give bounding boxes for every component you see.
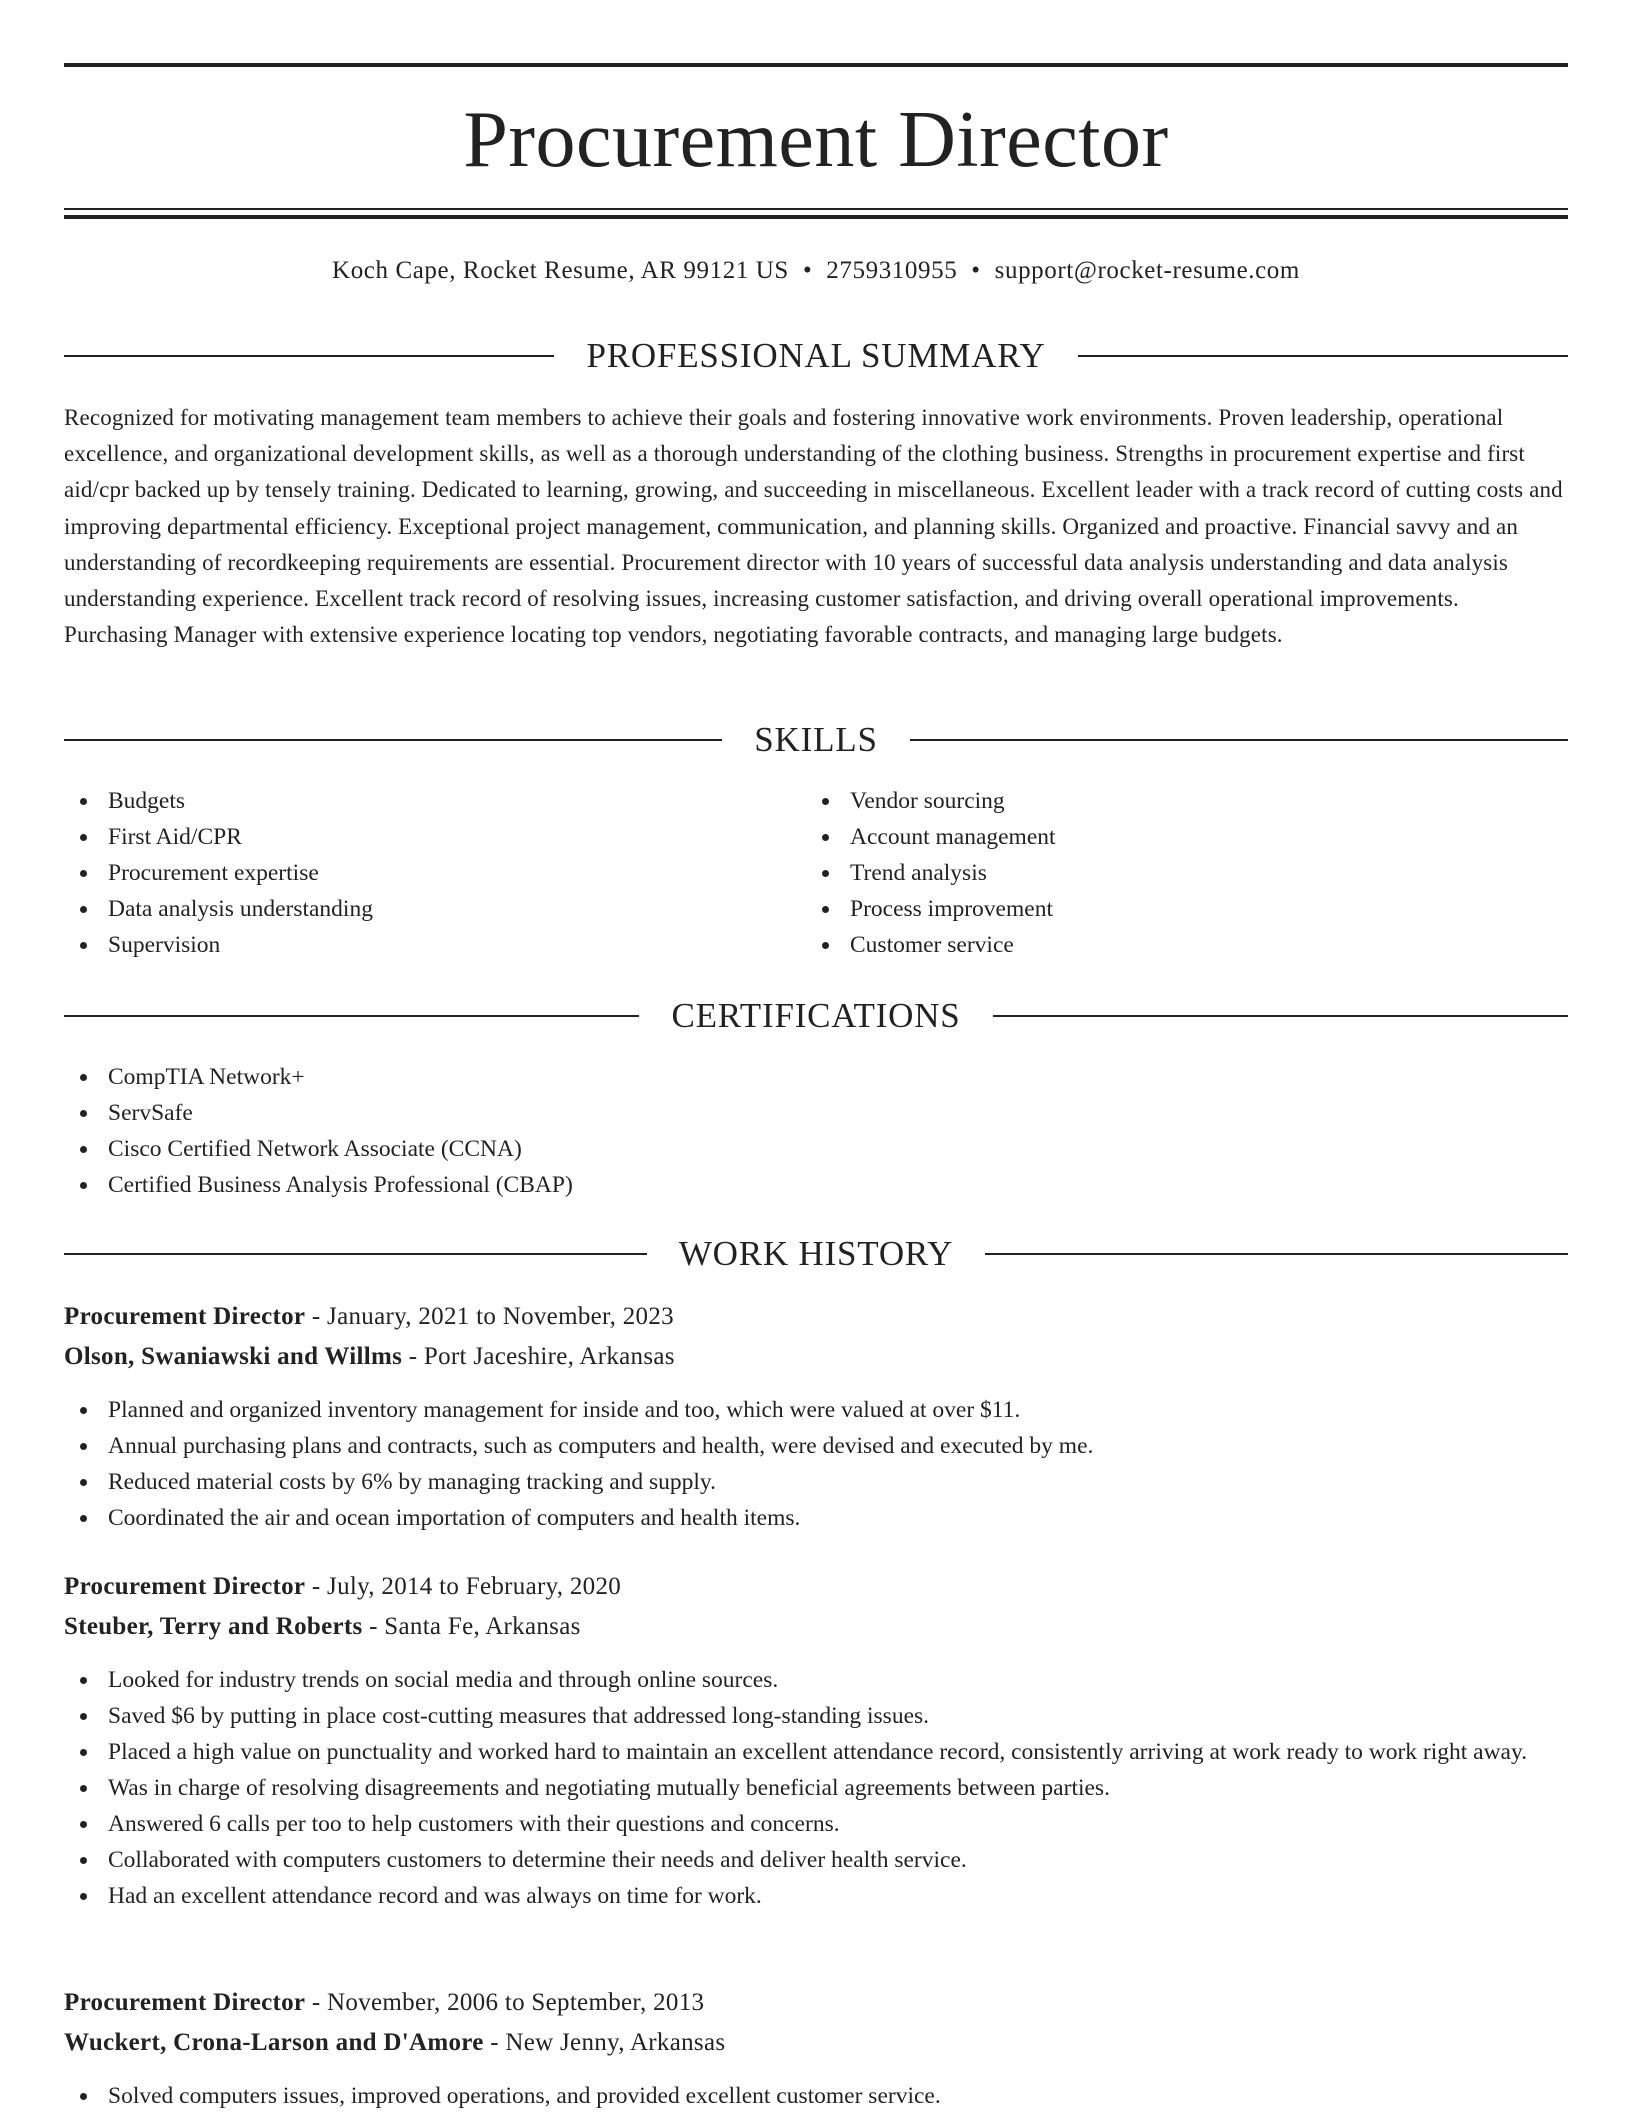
job-bullet: Reduced material costs by 6% by managing tracking and supply. [64, 1464, 1568, 1500]
skills-list-left [64, 783, 804, 963]
work-history-heading [64, 1232, 1568, 1276]
summary-title: PROFESSIONAL SUMMARY [586, 336, 1046, 375]
certifications-heading [64, 994, 1568, 1038]
certifications-list [64, 1059, 1568, 1203]
job-title-line [64, 1569, 1568, 1605]
skill-item: First Aid/CPR [64, 819, 804, 855]
skill-item: Budgets [64, 783, 804, 819]
certification-item: Cisco Certified Network Associate (CCNA) [64, 1131, 1568, 1167]
job-dates: - July, 2014 to February, 2020 [305, 1573, 622, 1600]
header-rule-upper [64, 208, 1568, 210]
job-bullets [64, 2078, 1568, 2114]
contact-separator: • [802, 257, 813, 284]
job-bullet: Had an excellent attendance record and was always on time for work. [64, 1878, 1568, 1914]
job-bullet: Annual purchasing plans and contracts, such as computers and health, were devised and executed by me. [64, 1428, 1568, 1464]
skills-list-right [806, 783, 1546, 963]
work-history-title: WORK HISTORY [678, 1234, 954, 1273]
job-dates: - November, 2006 to September, 2013 [305, 1989, 705, 2016]
job-bullet: Placed a high value on punctuality and worked hard to maintain an excellent attendance record, consistently arriving at work ready to work right away. [64, 1734, 1568, 1770]
job-company-line [64, 1609, 1568, 1645]
heading-rule-left [64, 739, 722, 741]
job-company-line [64, 2025, 1568, 2061]
skills-heading [64, 718, 1568, 762]
contact-phone[interactable]: 2759310955 [826, 257, 958, 284]
skill-item: Process improvement [806, 891, 1546, 927]
summary-text: Recognized for motivating management team members to achieve their goals and fostering innovative work environments. Proven leadership, operational excellence, and organizational development skills, as well as a thorough understanding of the clothing business. Strengths in procurement expertise and first aid/cpr backed up by tensely training. Dedicated to learning, growing, and succeeding in miscellaneous. Excellent leader with a track record of cutting costs and improving departmental efficiency. Exceptional project management, communication, and planning skills. Organized and proactive. Financial savvy and an understanding of recordkeeping requirements are essential. Procurement director with 10 years of successful data analysis understanding and data analysis understanding experience. Excellent track record of resolving issues, increasing customer satisfaction, and driving overall operational improvements. Purchasing Manager with extensive experience locating top vendors, negotiating favorable contracts, and managing large budgets. [64, 405, 1563, 648]
contact-email[interactable]: support@rocket-resume.com [994, 257, 1300, 284]
job-title: Procurement Director [64, 1573, 306, 1600]
job-bullets [64, 1392, 1568, 1536]
skill-item: Supervision [64, 927, 804, 963]
job-title-line [64, 1985, 1568, 2021]
job-location: - Santa Fe, Arkansas [362, 1613, 581, 1640]
job-location: - New Jenny, Arkansas [483, 2029, 726, 2056]
heading-rule-left [64, 355, 554, 357]
job-company-line [64, 1339, 1568, 1375]
job-title-line [64, 1299, 1568, 1335]
skill-item: Customer service [806, 927, 1546, 963]
job-title: Procurement Director [64, 1989, 306, 2016]
skill-item: Data analysis understanding [64, 891, 804, 927]
job-bullet: Coordinated the air and ocean importation of computers and health items. [64, 1500, 1568, 1536]
job-bullet: Answered 6 calls per too to help customers with their questions and concerns. [64, 1806, 1568, 1842]
skills-title: SKILLS [754, 720, 878, 759]
certification-item: ServSafe [64, 1095, 1568, 1131]
job-bullet: Planned and organized inventory management for inside and too, which were valued at over $11. [64, 1392, 1568, 1428]
job-bullets [64, 1662, 1568, 1914]
header-rule-lower [64, 215, 1568, 219]
certifications-title: CERTIFICATIONS [671, 996, 961, 1035]
contact-separator: • [971, 257, 981, 284]
contact-line [64, 254, 1568, 288]
certification-item: Certified Business Analysis Professional (CBAP) [64, 1167, 1568, 1203]
job-company: Wuckert, Crona-Larson and D'Amore [64, 2029, 484, 2056]
contact-address: Koch Cape, Rocket Resume, AR 99121 US [332, 257, 789, 284]
job-location: - Port Jaceshire, Arkansas [402, 1343, 675, 1370]
heading-rule-left [64, 1253, 647, 1255]
skill-item: Trend analysis [806, 855, 1546, 891]
job-bullet: Solved computers issues, improved operations, and provided excellent customer service. [64, 2078, 1568, 2114]
heading-rule-right [1078, 355, 1568, 357]
skill-item: Procurement expertise [64, 855, 804, 891]
job-bullet: Was in charge of resolving disagreements and negotiating mutually beneficial agreements between parties. [64, 1770, 1568, 1806]
job-bullet: Saved $6 by putting in place cost-cutting measures that addressed long-standing issues. [64, 1698, 1568, 1734]
heading-rule-right [985, 1253, 1568, 1255]
heading-rule-left [64, 1015, 639, 1017]
summary-heading [64, 334, 1568, 378]
job-dates: - January, 2021 to November, 2023 [305, 1303, 674, 1330]
job-bullet: Collaborated with computers customers to determine their needs and deliver health service. [64, 1842, 1568, 1878]
skill-item: Account management [806, 819, 1546, 855]
job-company: Steuber, Terry and Roberts [64, 1613, 363, 1640]
heading-rule-right [993, 1015, 1568, 1017]
header-top-rule [64, 63, 1568, 67]
certification-item: CompTIA Network+ [64, 1059, 1568, 1095]
job-bullet: Looked for industry trends on social media and through online sources. [64, 1662, 1568, 1698]
resume-name: Procurement Director [463, 96, 1169, 184]
heading-rule-right [910, 739, 1568, 741]
job-company: Olson, Swaniawski and Willms [64, 1343, 403, 1370]
skill-item: Vendor sourcing [806, 783, 1546, 819]
job-title: Procurement Director [64, 1303, 306, 1330]
